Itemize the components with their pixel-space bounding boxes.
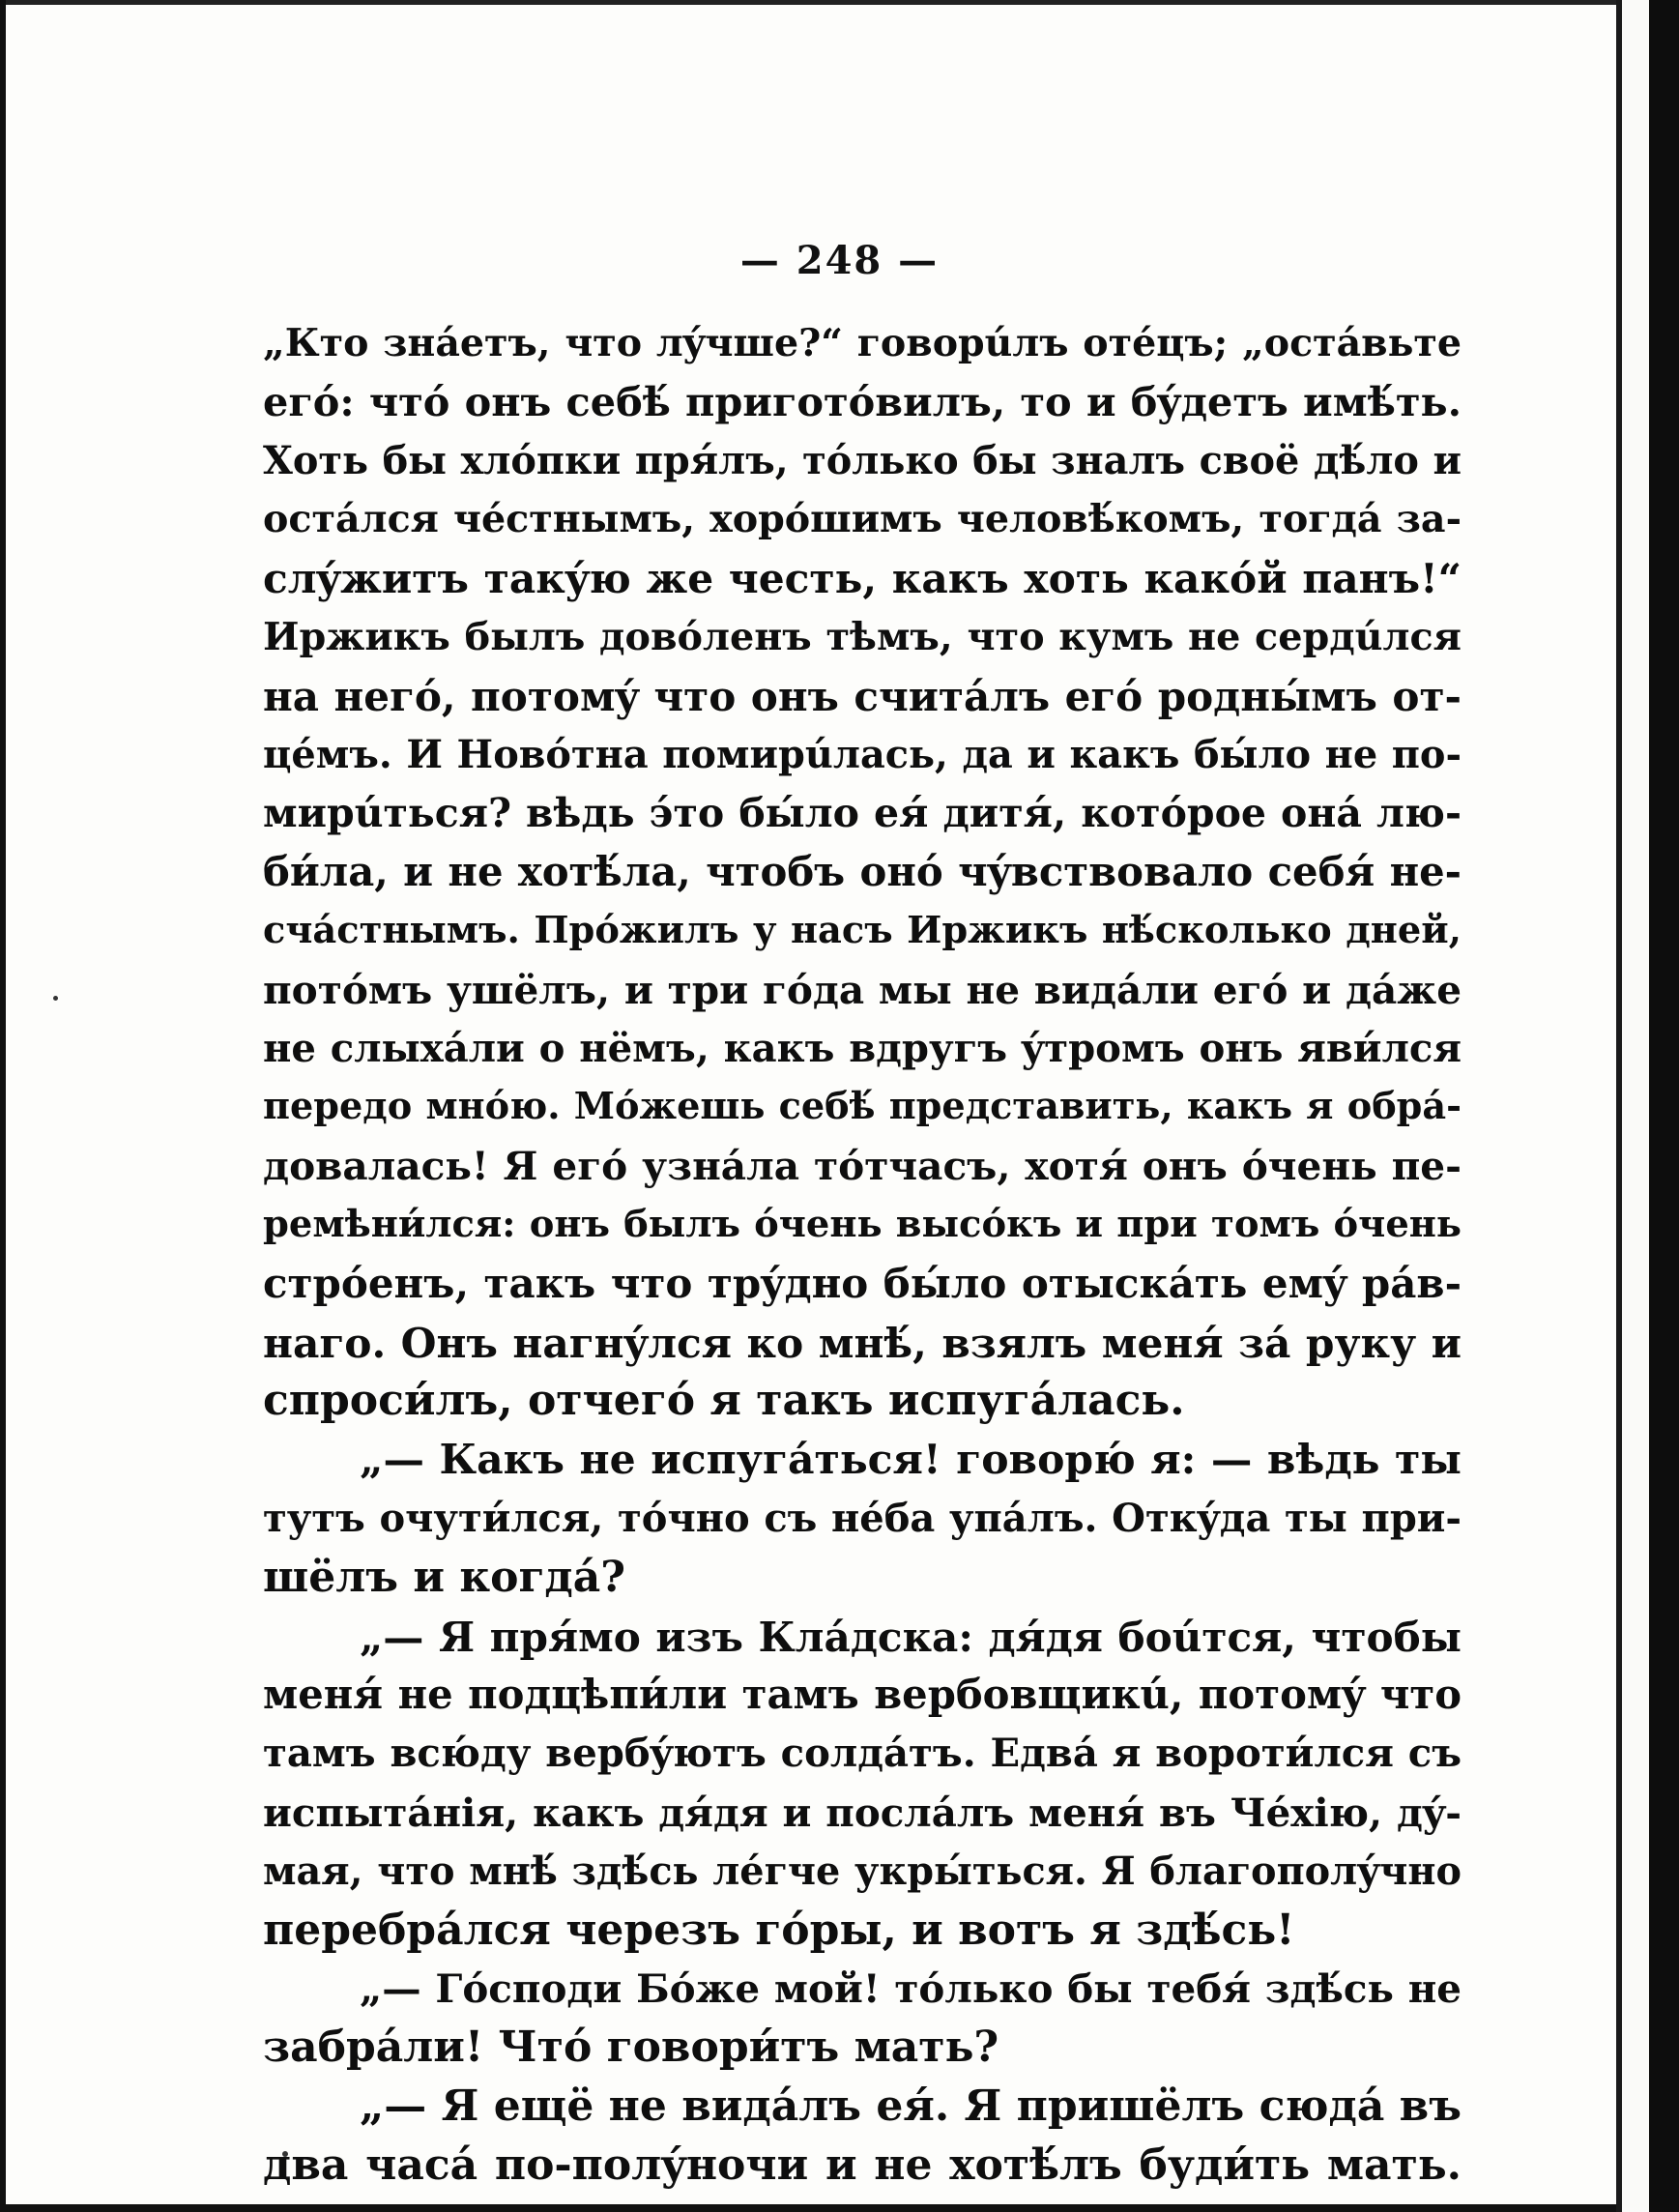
text-line: меня́ не подцѣпи́ли тамъ вербовщикú, потомý что	[263, 1671, 1462, 1719]
text-line: не слыхáли о нёмъ, какъ вдругъ ýтромъ онъ яви́лся	[263, 1025, 1462, 1071]
text-line: счáстнымъ. Прóжилъ у насъ Иржикъ нѣ́сколько дней,	[263, 908, 1462, 952]
text-line: Иржикъ былъ довóленъ тѣмъ, что кумъ не сердúлся	[263, 614, 1462, 659]
text-line: мирúться? вѣдь э́то бы́ло ея́ дитя́, котóрое онá лю-	[263, 790, 1462, 837]
book-spine-edge	[1649, 0, 1679, 2212]
text-line: „— Я пря́мо изъ Клáдска: дя́дя боúтся, чтобы	[360, 1612, 1462, 1661]
text-line: „— Я ещё не видáлъ ея́. Я пришёлъ сюдá въ	[360, 2081, 1462, 2131]
text-line: забрáли! Чтó говори́тъ мать?	[263, 2023, 999, 2073]
text-line: ремѣни́лся: онъ былъ óчень высóкъ и при томъ óчень	[263, 1202, 1462, 1246]
text-line: шёлъ и когдá?	[263, 1552, 626, 1602]
text-line: цéмъ. И Новóтна помирúлась, да и какъ бы́ло не по-	[263, 732, 1462, 777]
text-line: стрóенъ, такъ что трýдно бы́ло отыскáть емý рáв-	[263, 1259, 1462, 1307]
text-line: слýжитъ такýю же честь, какъ хоть какóй панъ!“	[263, 554, 1462, 603]
text-line: спроси́лъ, отчегó я такъ испугáлась.	[263, 1376, 1185, 1426]
body-text	[263, 314, 1462, 2196]
text-line: испытáнія, какъ дя́дя и послáлъ меня́ въ Чéхію, дý-	[263, 1789, 1462, 1836]
text-line: довалась! Я егó узнáла тóтчасъ, хотя́ онъ óчень пе-	[263, 1143, 1462, 1190]
text-line: два часá по-полýночи и не хотѣ́лъ буди́ть мать.	[263, 2139, 1462, 2190]
page-number: — 248 —	[739, 238, 940, 283]
text-line: потóмъ ушёлъ, и три гóда мы не видáли егó и дáже	[263, 966, 1462, 1013]
text-line: егó: чтó онъ себѣ́ приготóвилъ, то и бýдетъ имѣ́ть.	[263, 377, 1462, 425]
text-line: „— Какъ не испугáться! говорю́ я: — вѣдь ты	[360, 1436, 1462, 1485]
text-line: Хоть бы хлóпки пря́лъ, тóлько бы зналъ своё дѣ́ло и	[263, 438, 1462, 483]
text-line: тамъ всю́ду вербýютъ солдáтъ. Едвá я вороти́лся съ	[263, 1731, 1462, 1777]
text-line: на негó, потомý что онъ считáлъ егó родны́мъ от-	[263, 671, 1462, 720]
text-line: остáлся чéстнымъ, хорóшимъ человѣ́комъ, тогдá за-	[263, 497, 1462, 542]
book-spine-gap	[1622, 0, 1649, 2212]
scan-border-left	[0, 0, 6, 2212]
text-line: мая, что мнѣ́ здѣ́сь лéгче укры́ться. Я благополýчно	[263, 1848, 1462, 1894]
text-line: „— Гóсподи Бóже мой! тóлько бы тебя́ здѣ́сь не	[360, 1965, 1462, 2013]
scan-border-top	[0, 0, 1679, 5]
text-line: передо мнóю. Мóжешь себѣ́ представить, какъ я обрá-	[263, 1085, 1462, 1129]
scan-speck	[53, 996, 58, 1001]
text-line: „Кто знáетъ, что лýчше?“ говорúлъ отéцъ; „остáвьте	[263, 321, 1462, 365]
scan-border-bottom	[0, 2204, 1679, 2212]
text-line: тутъ очути́лся, тóчно съ нéба упáлъ. Откýда ты при-	[263, 1495, 1462, 1541]
text-line: би́ла, и не хотѣ́ла, чтобъ онó чýвствовало себя́ не-	[263, 848, 1462, 896]
text-line: наго. Онъ нагнýлся ко мнѣ́, взялъ меня́ зá руку и	[263, 1318, 1462, 1367]
text-line: перебрáлся черезъ гóры, и вотъ я здѣ́сь!	[263, 1905, 1295, 1955]
